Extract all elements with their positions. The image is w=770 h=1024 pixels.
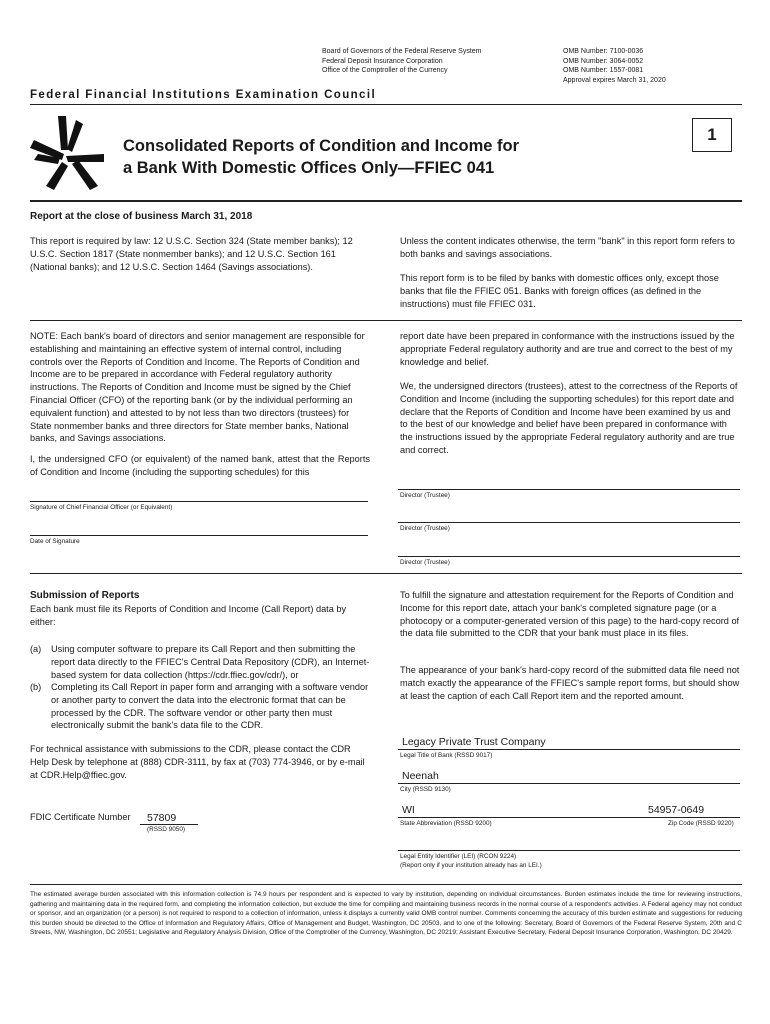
intro-filer-text: This report form is to be filed by banks with domestic offices only, except those banks that file the FFIEC 051. Banks with foreign offices (as defined in the instructions) must file FFIEC 031.: [400, 273, 719, 309]
date-signature-line[interactable]: [30, 535, 368, 536]
city-value[interactable]: Neenah: [402, 770, 439, 782]
option-b-text: Completing its Call Report in paper form and arranging with a software vendor or another party to convert the data into the electronic format that can be processed by the CDR. The software vendor or other party then must electronically submit the bank's data file to the CDR.: [51, 682, 369, 731]
bank-name-line: [398, 749, 740, 750]
city-line: [398, 783, 740, 784]
omb-number-fdic: OMB Number: 3064-0052: [563, 57, 644, 65]
submission-intro: Each bank must file its Reports of Condition and Income (Call Report) data by either:: [30, 604, 347, 627]
omb-number-frb: OMB Number: 7100-0036: [563, 48, 644, 55]
omb-number-occ: OMB Number: 1557-0081: [563, 67, 644, 74]
signature-section-rule: [30, 573, 742, 574]
director-3-line[interactable]: [398, 556, 740, 557]
form-title: [123, 135, 519, 179]
hard-copy-appearance-text: The appearance of your bank's hard-copy record of the submitted data file need not match exactly the appearance of the FFIEC's sample report forms, but should show at least the caption of each Call Report item and the reported amount.: [400, 665, 740, 701]
agency-frb: Board of Governors of the Federal Reserve System: [322, 48, 482, 55]
directors-attestation: We, the undersigned directors (trustees), attest to the correctness of the Reports of Condition and Income (including the supporting schedules) for this report date and declare that the Reports of Condition and Income have been examined by us and to the best of our knowledge and belief have been prepared in conformance with the instructions issued by the appropriate Federal regulatory authority and are true and correct.: [400, 381, 738, 455]
agency-occ: Office of the Comptroller of the Currency: [322, 67, 448, 74]
cfo-attestation-continued: report date have been prepared in conformance with the instructions issued by the appropriate Federal regulatory authority and are true and correct to the best of my knowledge and belief.: [400, 331, 735, 367]
submission-heading: Submission of Reports: [30, 590, 140, 601]
omb-numbers: [563, 47, 666, 85]
fdic-cert-value[interactable]: 57809: [147, 812, 177, 824]
internal-control-note: NOTE: Each bank's board of directors and senior management are responsible for establishing and maintaining an effective system of internal control, including controls over the Reports of Condition and Income. The Reports of Condition and Income are to be prepared in accordance with Federal regulatory authority instructions. The Reports of Condition and Income must be signed by the Chief Financial Officer (CFO) of the reporting bank (or by the individual performing an equivalent function) and attested to by not less than two directors (trustees) for State nonmember banks and three directors for State member banks, National banks, and Savings associations.: [30, 331, 365, 444]
option-a-marker: (a): [30, 644, 42, 654]
cfo-attestation: I, the undersigned CFO (or equivalent) of the named bank, attest that the Reports of Condition and Income (including the supporting schedules) for this: [30, 454, 370, 477]
intro-bank-term-text: Unless the content indicates otherwise, the term "bank" in this report form refers to both banks and savings associations.: [400, 236, 735, 259]
director-2-line[interactable]: [398, 522, 740, 523]
burden-statement: The estimated average burden associated with this information collection is 74.9 hours per respondent and is expected to vary by institution, depending on individual circumstances. Burden estimates include the time for reviewing instructions, gathering and maintaining data in the required form, and completing the information collection, but exclude the time for compiling and maintaining business records in the normal course of a respondent's activities. A Federal agency may not conduct or sponsor, and an organization (or a person) is not required to respond to a collection of information, unless it displays a currently valid OMB control number. Comments concerning the accuracy of this burden estimate and suggestions for reducing this burden should be directed to the Office of Information and Regulatory Affairs, Office of Management and Budget, Washington, DC 20503, and to one of the following: Secretary, Board of Governors of the Federal Reserve System, 20th and C Streets, NW, Washington, DC 20551; Legislative and Regulatory Analysis Division, Office of the Comptroller of the Currency, Washington, DC 20219; Assistant Executive Secretary, Federal Deposit Insurance Corporation, Washington, DC 20429.: [30, 891, 742, 937]
option-a-text: Using computer software to prepare its Call Report and then submitting the report data directly to the FFIEC's Central Data Repository (CDR), an Internet-based system for data collection (https://cdr.ffiec.gov/cdr/), or: [51, 644, 370, 680]
lei-line[interactable]: [398, 850, 740, 851]
zip-label: Zip Code (RSSD 9220): [668, 820, 734, 827]
director-3-label: Director (Trustee): [400, 559, 450, 566]
signature-requirement-text: To fulfill the signature and attestation requirement for the Reports of Condition and Income for this report date, attach your bank's completed signature page (or a photocopy or a computer-generated version of this page) to the hard-copy record of the data file submitted to the CDR that your bank must place in its files.: [400, 590, 740, 639]
title-line-1: Consolidated Reports of Condition and Income for: [123, 137, 519, 155]
state-value[interactable]: WI: [402, 804, 415, 816]
option-b-marker: (b): [30, 682, 42, 692]
agency-fdic: Federal Deposit Insurance Corporation: [322, 57, 443, 65]
page-number-box: [692, 118, 732, 152]
state-zip-line: [398, 817, 740, 818]
ffiec-logo: [28, 114, 110, 192]
lei-label: Legal Entity Identifier (LEI) (RCON 9224): [400, 853, 517, 860]
approval-expiry: Approval expires March 31, 2020: [563, 76, 666, 84]
intro-law-text: This report is required by law: 12 U.S.C. Section 324 (State member banks); 12 U.S.C. Section 1817 (State nonmember banks); and 12 U.S.C. Section 161 (National banks); and 12 U.S.C. Section 1464 (Savings associations).: [30, 236, 353, 272]
director-1-line[interactable]: [398, 489, 740, 490]
title-rule: [30, 200, 742, 202]
fdic-cert-code: (RSSD 9050): [147, 826, 186, 833]
page-number: 1: [707, 125, 717, 144]
bank-name-value[interactable]: Legacy Private Trust Company: [402, 736, 546, 748]
technical-assistance-text: For technical assistance with submissions to the CDR, please contact the CDR Help Desk by telephone at (888) CDR-3111, by fax at (703) 774-3946, or by e-mail at CDR.Help@ffiec.gov.: [30, 744, 365, 780]
footer-rule: [30, 884, 742, 885]
director-1-label: Director (Trustee): [400, 492, 450, 499]
cfo-signature-line[interactable]: [30, 501, 368, 502]
director-2-label: Director (Trustee): [400, 525, 450, 532]
bank-name-label: Legal Title of Bank (RSSD 9017): [400, 752, 493, 759]
intro-rule: [30, 320, 742, 321]
report-date: Report at the close of business March 31, 2018: [30, 211, 253, 222]
date-signature-label: Date of Signature: [30, 538, 80, 545]
fdic-cert-label: FDIC Certificate Number: [30, 812, 131, 822]
agency-list: [322, 47, 482, 76]
council-name: Federal Financial Institutions Examination Council: [30, 89, 377, 101]
cfo-signature-label: Signature of Chief Financial Officer (or Equivalent): [30, 504, 173, 511]
city-label: City (RSSD 9130): [400, 786, 451, 793]
header-rule: [30, 104, 742, 105]
zip-value[interactable]: 54957-0649: [648, 804, 705, 816]
fdic-cert-line: [140, 824, 198, 825]
state-label: State Abbreviation (RSSD 9200): [400, 820, 492, 827]
title-line-2: a Bank With Domestic Offices Only—FFIEC 041: [123, 159, 495, 177]
lei-note: (Report only if your institution already has an LEI.): [400, 862, 542, 869]
